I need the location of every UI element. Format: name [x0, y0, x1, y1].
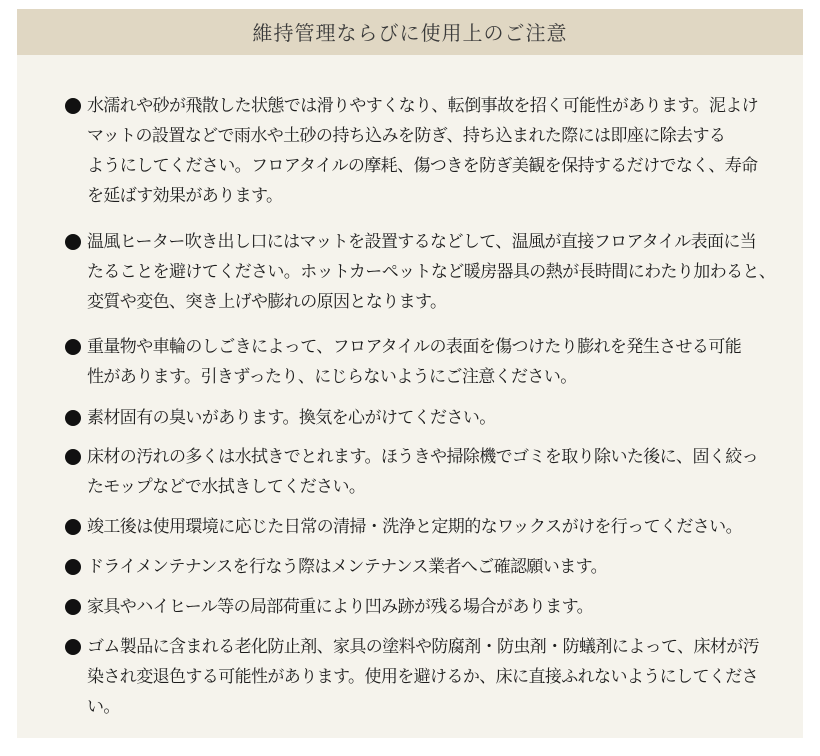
bullet-icon	[65, 410, 81, 426]
note-line: マットの設置などで雨水や土砂の持ち込みを防ぎ、持ち込まれた際には即座に除去する	[87, 126, 726, 146]
note-line: 変質や変色、突き上げや膨れの原因となります。	[87, 292, 447, 312]
note-item	[65, 403, 790, 433]
bullet-icon	[65, 519, 81, 535]
note-line: 染され変退色する可能性があります。使用を避けるか、床に直接ふれないようにしてくださ	[87, 667, 759, 687]
note-line: ようにしてください。フロアタイルの摩耗、傷つきを防ぎ美観を保持するだけでなく、寿命	[87, 156, 758, 176]
header-bar	[17, 9, 803, 55]
note-item	[65, 332, 790, 392]
note-line: 性があります。引きずったり、にじらないようにご注意ください。	[87, 367, 577, 387]
note-line: 水濡れや砂が飛散した状態では滑りやすくなり、転倒事故を招く可能性があります。泥よけ	[87, 96, 759, 116]
note-line: たることを避けてください。ホットカーペットなど暖房器具の熱が長時間にわたり加わると、	[87, 262, 776, 282]
bullet-icon	[65, 559, 81, 575]
note-line: 竣工後は使用環境に応じた日常の清掃・洗浄と定期的なワックスがけを行ってください。	[87, 517, 742, 537]
bullet-icon	[65, 599, 81, 615]
note-line: を延ばす効果があります。	[87, 186, 283, 206]
note-item	[65, 592, 790, 622]
note-line: 床材の汚れの多くは水拭きでとれます。ほうきや掃除機でゴミを取り除いた後に、固く絞っ	[87, 447, 759, 467]
note-item	[65, 91, 790, 211]
note-line: ゴム製品に含まれる老化防止剤、家具の塗料や防腐剤・防虫剤・防蟻剤によって、床材が汚	[87, 637, 760, 657]
bullet-icon	[65, 639, 81, 655]
note-line: 重量物や車輪のしごきによって、フロアタイルの表面を傷つけたり膨れを発生させる可能	[87, 337, 742, 357]
note-line: ドライメンテナンスを行なう際はメンテナンス業者へご確認願います。	[87, 557, 608, 577]
notes-list	[65, 91, 790, 722]
notice-panel	[17, 9, 803, 738]
page-title: 維持管理ならびに使用上のご注意	[252, 21, 568, 45]
note-item	[65, 512, 790, 542]
note-line: たモップなどで水拭きしてください。	[87, 477, 366, 497]
note-line: 家具やハイヒール等の局部荷重により凹み跡が残る場合があります。	[87, 597, 594, 617]
note-item	[65, 442, 790, 502]
bullet-icon	[65, 449, 81, 465]
bullet-icon	[65, 339, 81, 355]
note-item	[65, 227, 790, 317]
bullet-icon	[65, 98, 81, 114]
note-item	[65, 632, 790, 722]
note-line: 素材固有の臭いがあります。換気を心がけてください。	[87, 408, 496, 428]
note-line: い。	[87, 697, 120, 717]
note-line: 温風ヒーター吹き出し口にはマットを設置するなどして、温風が直接フロアタイル表面に当	[87, 232, 757, 252]
note-item	[65, 552, 790, 582]
bullet-icon	[65, 234, 81, 250]
